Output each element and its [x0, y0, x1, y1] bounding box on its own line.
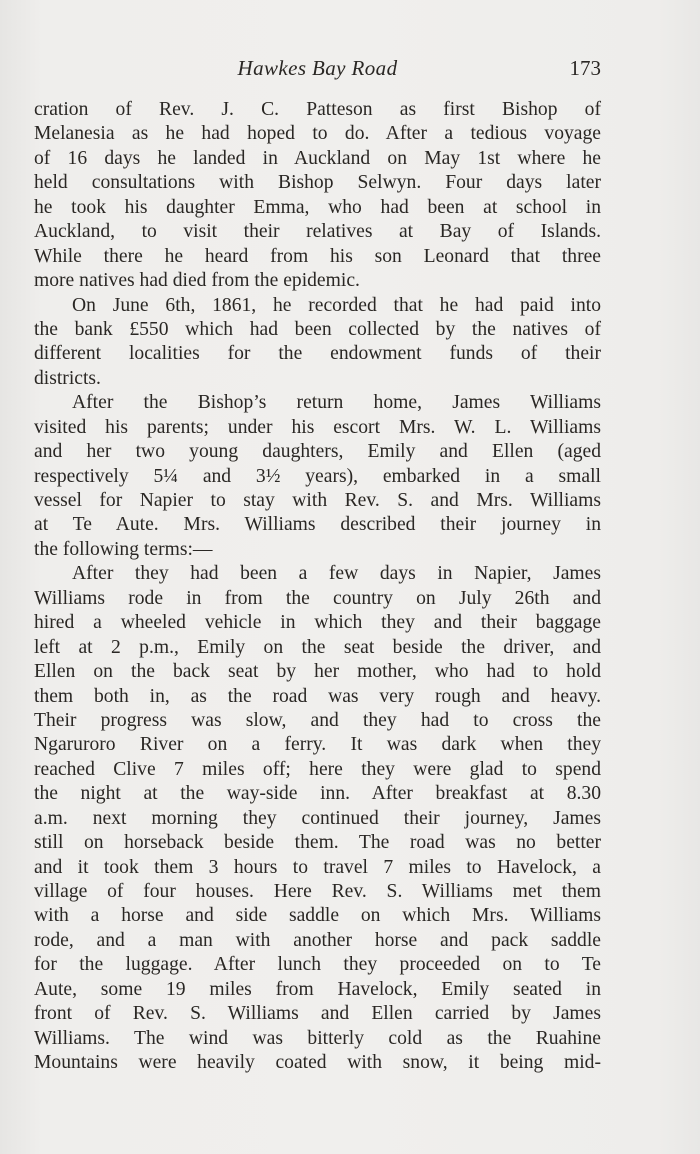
- text-line: On June 6th, 1861, he recorded that he had paid into: [72, 294, 601, 316]
- text-line: vessel for Napier to stay with Rev. S. and Mrs. Williams: [34, 490, 601, 511]
- text-line: reached Clive 7 miles off; here they were glad to spend: [34, 758, 601, 780]
- text-line: respectively 5¼ and 3½ years), embarked in a small: [34, 465, 601, 487]
- text-line: of 16 days he landed in Auckland on May 1st where he: [34, 147, 601, 169]
- body-text: [34, 98, 601, 1076]
- text-line: Ellen on the back seat by her mother, who had to hold: [34, 661, 601, 683]
- text-line: a.m. next morning they continued their journey, James: [34, 807, 601, 829]
- text-line: Williams. The wind was bitterly cold as the Ruahine: [34, 1027, 601, 1049]
- text-line: Auckland, to visit their relatives at Bay of Islands.: [34, 221, 601, 243]
- text-line: the following terms:—: [34, 538, 213, 560]
- running-head-title: Hawkes Bay Road: [237, 56, 398, 80]
- text-line: Aute, some 19 miles from Havelock, Emily seated in: [34, 978, 601, 1000]
- text-line: rode, and a man with another horse and pack saddle: [34, 929, 601, 951]
- text-line: While there he heard from his son Leonard that three: [34, 245, 601, 267]
- text-line: After the Bishop’s return home, James Williams: [72, 392, 601, 414]
- text-line: Melanesia as he had hoped to do. After a tedious voyage: [34, 123, 601, 145]
- text-line: Mountains were heavily coated with snow, it being mid-: [34, 1052, 601, 1074]
- text-line: still on horseback beside them. The road was no better: [34, 832, 601, 854]
- text-line: left at 2 p.m., Emily on the seat beside the driver, and: [34, 636, 601, 658]
- text-line: different localities for the endowment funds of their: [34, 343, 601, 365]
- text-line: the bank £550 which had been collected by the natives of: [34, 318, 601, 340]
- text-line: them both in, as the road was very rough and heavy.: [34, 685, 601, 707]
- text-line: and it took them 3 hours to travel 7 miles to Havelock, a: [34, 856, 601, 878]
- text-line: and her two young daughters, Emily and Ellen (aged: [34, 441, 601, 463]
- text-line: districts.: [34, 367, 101, 389]
- text-line: for the luggage. After lunch they proceeded on to Te: [34, 954, 601, 976]
- text-line: he took his daughter Emma, who had been at school in: [34, 196, 601, 218]
- text-line: held consultations with Bishop Selwyn. Four days later: [34, 172, 601, 194]
- text-line: cration of Rev. J. C. Patteson as first Bishop of: [34, 99, 601, 120]
- running-head: [34, 56, 601, 84]
- text-line: Their progress was slow, and they had to cross the: [34, 709, 601, 731]
- text-line: visited his parents; under his escort Mrs. W. L. Williams: [34, 416, 601, 438]
- text-line: more natives had died from the epidemic.: [34, 270, 360, 292]
- text-line: front of Rev. S. Williams and Ellen carried by James: [34, 1003, 601, 1025]
- text-line: Williams rode in from the country on July 26th and: [34, 587, 601, 609]
- page-number: 173: [569, 56, 601, 80]
- text-line: hired a wheeled vehicle in which they and their baggage: [34, 612, 601, 634]
- text-line: with a horse and side saddle on which Mrs. Williams: [34, 905, 601, 927]
- text-line: Ngaruroro River on a ferry. It was dark when they: [34, 734, 601, 756]
- text-line: After they had been a few days in Napier, James: [72, 563, 601, 585]
- text-line: village of four houses. Here Rev. S. Williams met them: [34, 881, 601, 902]
- text-line: at Te Aute. Mrs. Williams described their journey in: [34, 514, 601, 536]
- text-line: the night at the way-side inn. After breakfast at 8.30: [34, 783, 601, 805]
